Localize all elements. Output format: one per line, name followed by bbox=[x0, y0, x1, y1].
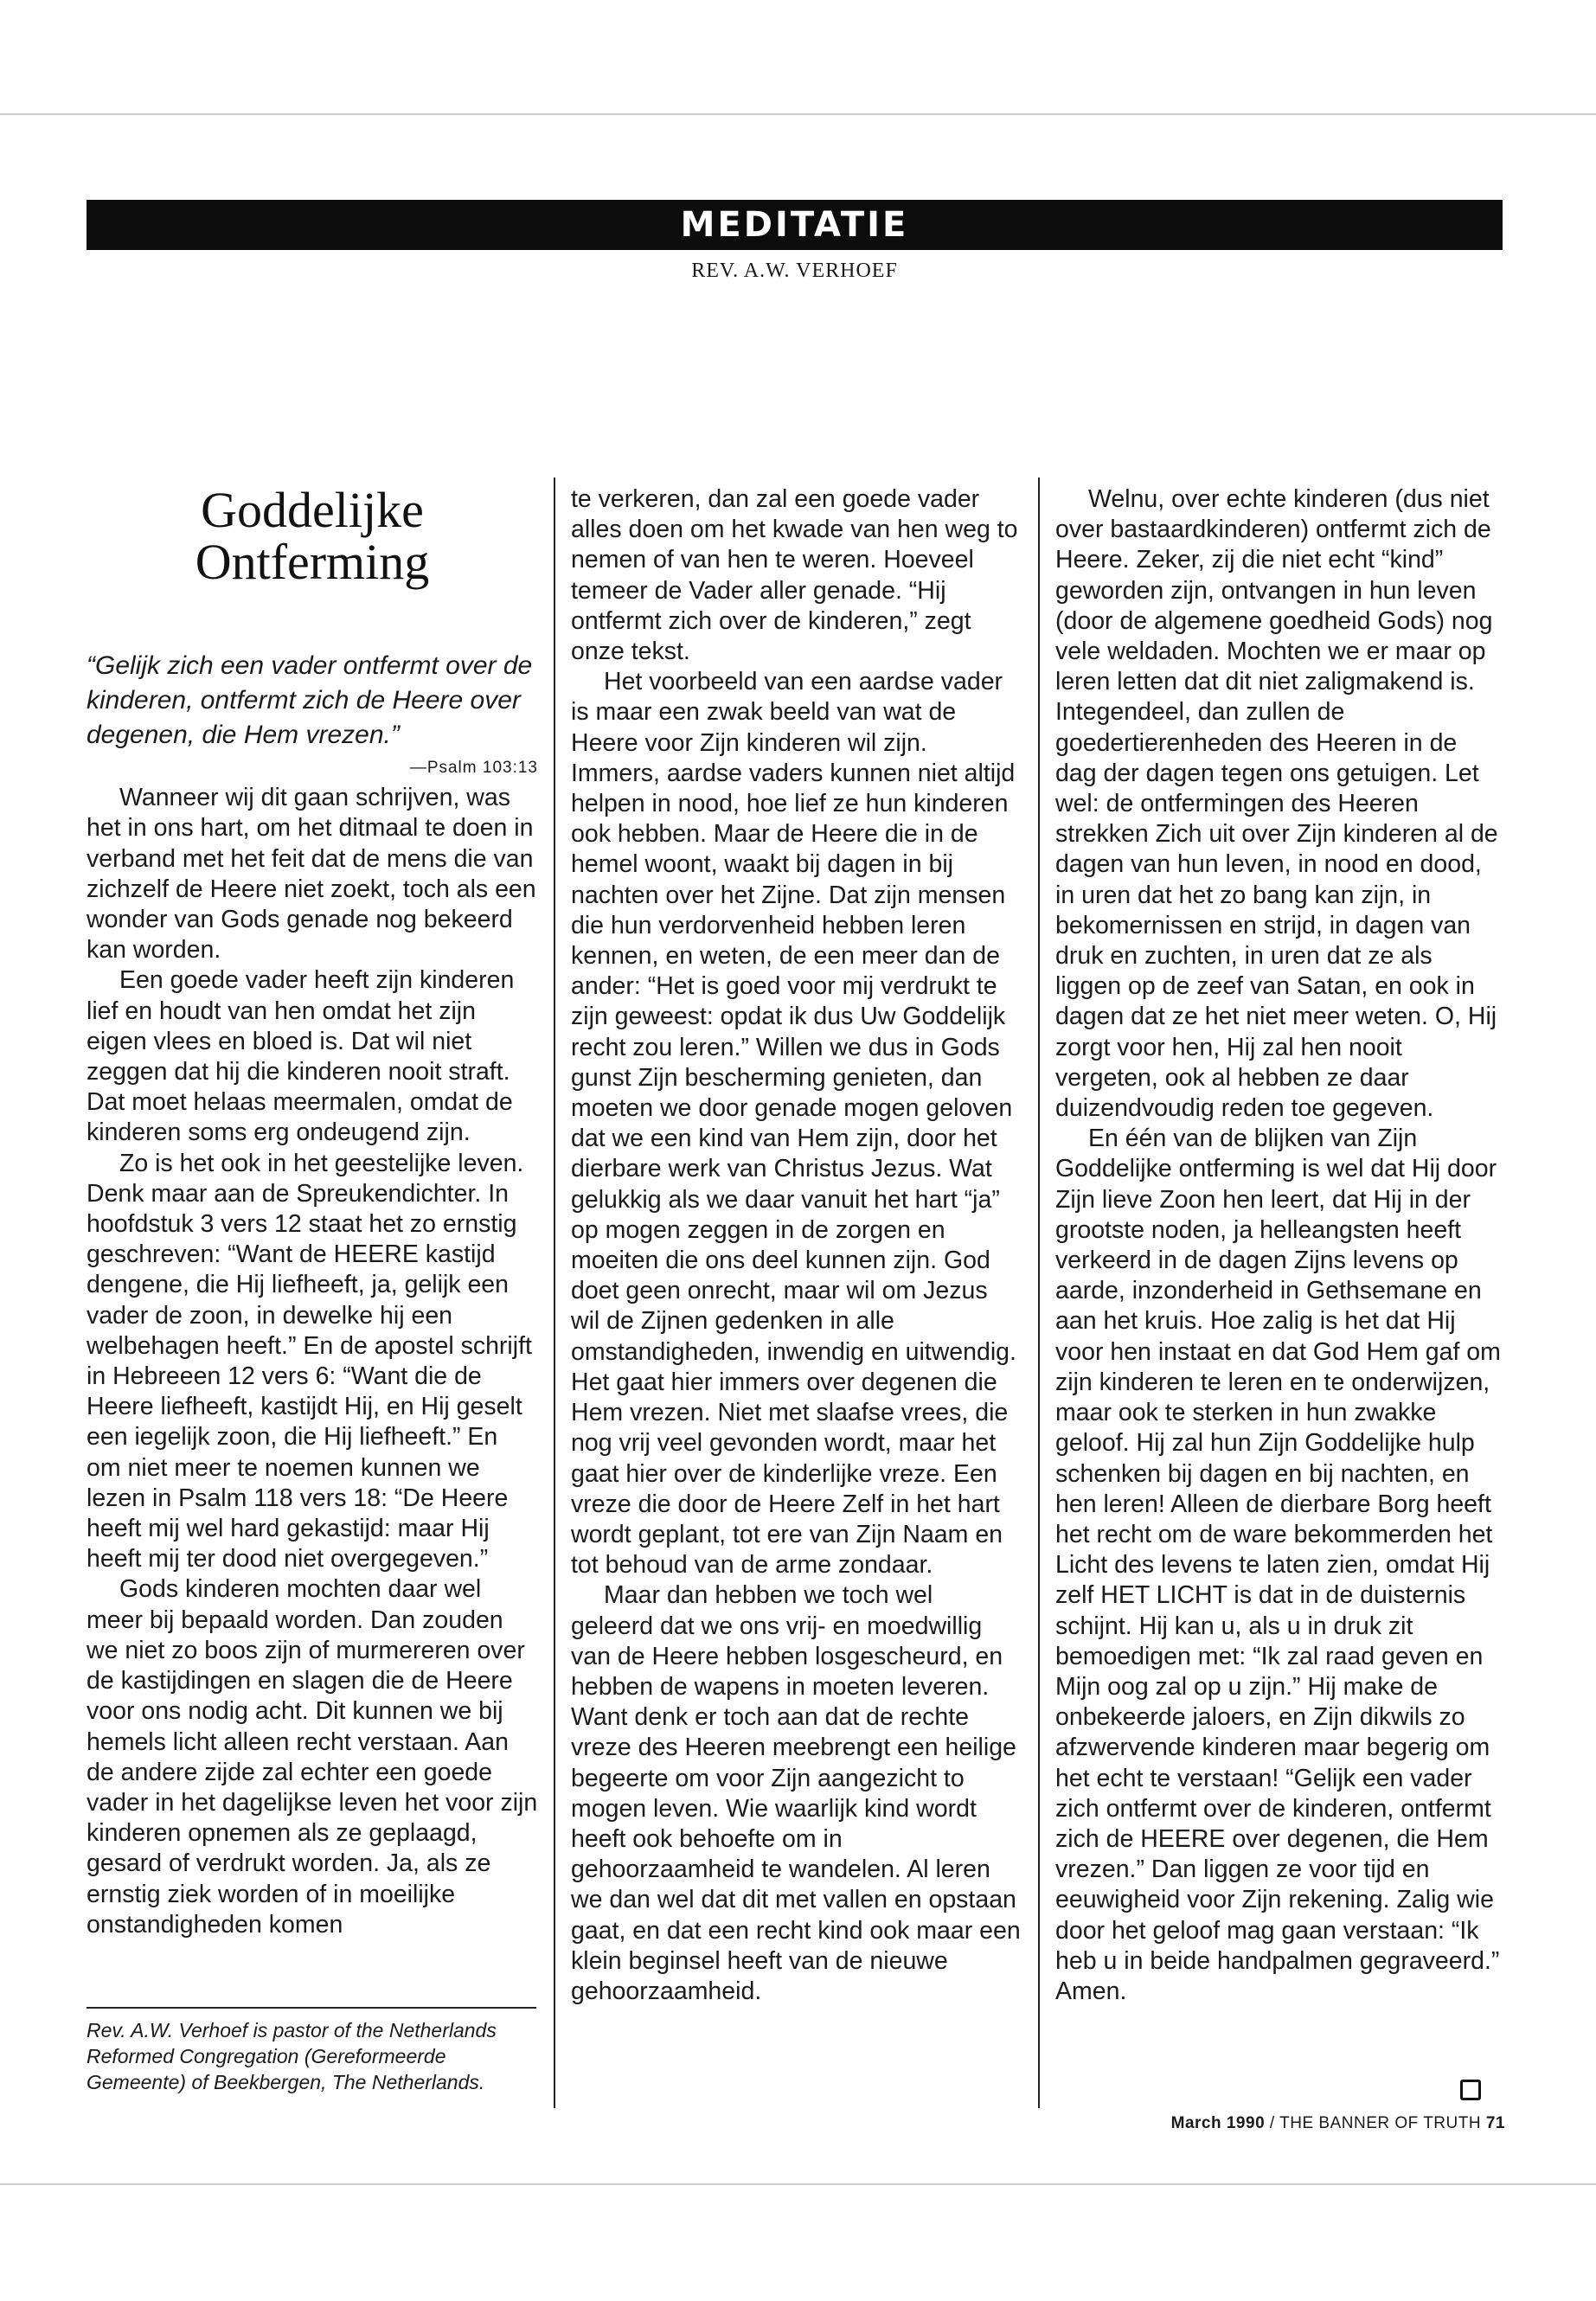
end-of-article-mark-icon bbox=[1460, 2080, 1481, 2100]
epigraph-source: —Psalm 103:13 bbox=[409, 759, 538, 777]
title-line-2: Ontferming bbox=[195, 534, 430, 590]
epigraph-quote: “Gelijk zich een vader ontfermt over de kinderen, ontfermt zich de Heere over degenen, die Hem vrezen.” bbox=[87, 651, 533, 749]
author-footnote: Rev. A.W. Verhoef is pastor of the Netherlands Reformed Congregation (Gereformeerde Gemeente) of Beekbergen, The Netherlands. bbox=[87, 2019, 497, 2093]
paragraph: Gods kinderen mochten daar wel meer bij bepaald worden. Dan zouden we niet zo boos zijn of murmereren over de kastijdingen en slagen die de Heere voor ons nodig acht. Dit kunnen we bij hemels licht alleen recht verstaan. Aan de andere zijde zal echter een goede vader in het dagelijkse leven het voor zijn kinderen opnemen als ze geplaagd, gesard of verdrukt worden. Ja, als ze ernstig ziek worden of in moeilijke onstandigheden komen bbox=[87, 1575, 538, 1939]
article-title bbox=[87, 484, 538, 588]
footer-publication: / THE BANNER OF TRUTH bbox=[1269, 2114, 1482, 2132]
scan-edge-top bbox=[0, 113, 1596, 115]
column-divider-1 bbox=[554, 478, 555, 2108]
paragraph: Welnu, over echte kinderen (dus niet over bastaardkinderen) ontfermt zich de Heere. Zeker, zij die niet echt “kind” geworden zijn, ontvangen in hun leven (door de algemene goedheid Gods) nog vele weldaden. Mochten we er maar op leren letten dat dit niet zaligmakend is. Integendeel, dan zullen de goedertierenheden des Heeren in de dag der dagen tegen ons getuigen. Let wel: de ontfermingen des Heeren strekken Zich uit over Zijn kinderen al de dagen van hun leven, in nood en dood, in uren dat het zo bang kan zijn, in bekomernissen en strijd, in dagen van druk en zuchten, in uren dat ze als liggen op de zeef van Satan, en ook in dagen dat ze het niet meer weten. O, Hij zorgt voor hen, Hij zal hen nooit vergeten, ook al hebben ze daar duizendvoudig reden toe gegeven. bbox=[1055, 485, 1498, 1123]
title-line-1: Goddelijke bbox=[201, 482, 424, 538]
page-footer bbox=[952, 2114, 1505, 2133]
paragraph: Maar dan hebben we toch wel geleerd dat we ons vrij- en moedwillig van de Heere hebben losgescheurd, en hebben de wapens in moeten leveren. Want denk er toch aan dat de rechte vreze des Heeren meebrengt een heilige begeerte om voor Zijn aangezicht to mogen leven. Wie waarlijk kind wordt heeft ook behoefte om in gehoorzaamheid te wandelen. Al leren we dan wel dat dit met vallen en opstaan gaat, en dat een recht kind ook maar een klein beginsel heeft van de nieuwe gehoorzaamheid. bbox=[571, 1581, 1021, 2005]
column-1 bbox=[87, 478, 538, 1940]
column-divider-2 bbox=[1038, 478, 1040, 2108]
scan-edge-bottom bbox=[0, 2183, 1596, 2185]
scan-margin-top bbox=[0, 0, 1596, 112]
paragraph: En één van de blijken van Zijn Goddelijke ontferming is wel dat Hij door Zijn lieve Zoon hen leert, dat Hij in der grootste noden, ja helleangsten heeft verkeerd in de dagen Zijns levens op aarde, inzonderheid in Gethsemane en aan het kruis. Hoe zalig is het dat Hij voor hen instaat en dat God Hem gaf om zijn kinderen te leren en te onderwijzen, maar ook te sterken in hun zwakke geloof. Hij zal hun Zijn Goddelijke hulp schenken bij dagen en bij nachten, en hen leren! Alleen de dierbare Borg heeft het recht om de ware bekommerden het Licht des levens te laten zien, omdat Hij zelf HET LICHT is dat in de duisternis schijnt. Hij kan u, als u in druk zit bemoedigen met: “Ik zal raad geven en Mijn oog zal op u zijn.” Hij make de onbekeerde jaloers, en Zijn dikwils zo afzwervende kinderen maar begerig om het echt te verstaan! “Gelijk een vader zich ontfermt over de kinderen, ontfermt zich de HEERE over degenen, die Hem vrezen.” Dan liggen ze voor tijd en eeuwigheid voor Zijn rekening. Zalig wie door het geloof mag gaan verstaan: “Ik heb u in beide handpalmen gegraveerd.” Amen. bbox=[1055, 1125, 1501, 2005]
author-byline: REV. A.W. VERHOEF bbox=[691, 260, 898, 282]
section-banner: MEDITATIE bbox=[87, 200, 1503, 250]
paragraph: Het voorbeeld van een aardse vader is maar een zwak beeld van wat de Heere voor Zijn kinderen wil zijn. Immers, aardse vaders kunnen niet altijd helpen in nood, hoe lief ze hun kinderen ook hebben. Maar de Heere die in de hemel woont, waakt bij dagen in bij nachten over het Zijne. Dat zijn mensen die hun verdorvenheid hebben leren kennen, en weten, de een meer dan de ander: “Het is goed voor mij verdrukt te zijn geweest: opdat ik dus Uw Goddelijk recht zou leren.” Willen we dus in Gods gunst Zijn bescherming genieten, dan moeten we door genade mogen geloven dat we een kind van Hem zijn, door het dierbare werk van Christus Jezus. Wat gelukkig als we daar vanuit het hart “ja” op mogen zeggen in de zorgen en moeiten die ons deel kunnen zijn. God doet geen onrecht, maar wil om Jezus wil de Zijnen gedenken in alle omstandigheden, inwendig en uitwendig. Het gaat hier immers over degenen die Hem vrezen. Niet met slaafse vrees, die nog vrij veel gevonden wordt, maar het gaat hier over de kinderlijke vreze. Een vreze die door de Heere Zelf in het hart wordt geplant, tot ere van Zijn Naam en tot behoud van de arme zondaar. bbox=[571, 668, 1016, 1580]
paragraph: Een goede vader heeft zijn kinderen lief en houdt van hen omdat het zijn eigen vlees en bloed is. Dat wil niet zeggen dat hij die kinderen nooit straft. Dat moet helaas meermalen, omdat de kinderen soms erg ondeugend zijn. bbox=[87, 966, 515, 1147]
footnote-divider bbox=[87, 2007, 536, 2009]
footer-date: March 1990 bbox=[1170, 2114, 1266, 2132]
column-2 bbox=[571, 484, 1021, 2007]
column-3 bbox=[1055, 484, 1503, 2007]
paragraph: te verkeren, dan zal een goede vader alles doen om het kwade van hen weg to nemen of van hen te weren. Hoeveel temeer de Vader aller genade. “Hij ontfermt zich over de kinderen,” zegt onze tekst. bbox=[571, 485, 1018, 666]
paragraph: Wanneer wij dit gaan schrijven, was het in ons hart, om het ditmaal te doen in verband met het feit dat de mens die van zichzelf de Heere niet zoekt, toch als een wonder van Gods genade nog bekeerd kan worden. bbox=[87, 784, 536, 965]
footer-page-number: 71 bbox=[1485, 2114, 1505, 2132]
paragraph: Zo is het ook in het geestelijke leven. Denk maar aan de Spreukendichter. In hoofdstuk 3 vers 12 staat het zo ernstig geschreven: “Want de HEERE kastijd dengene, die Hij liefheeft, ja, gelijk een vader de zoon, in dewelke hij een welbehagen heeft.” En de apostel schrijft in Hebreeen 12 vers 6: “Want die de Heere liefheeft, kastijdt Hij, en Hij geselt een iegelijk zoon, die Hij liefheeft.” En om niet meer te noemen kunnen we lezen in Psalm 118 vers 18: “De Heere heeft mij wel hard gekastijd: maar Hij heeft mij ter dood niet overgegeven.” bbox=[87, 1149, 532, 1574]
